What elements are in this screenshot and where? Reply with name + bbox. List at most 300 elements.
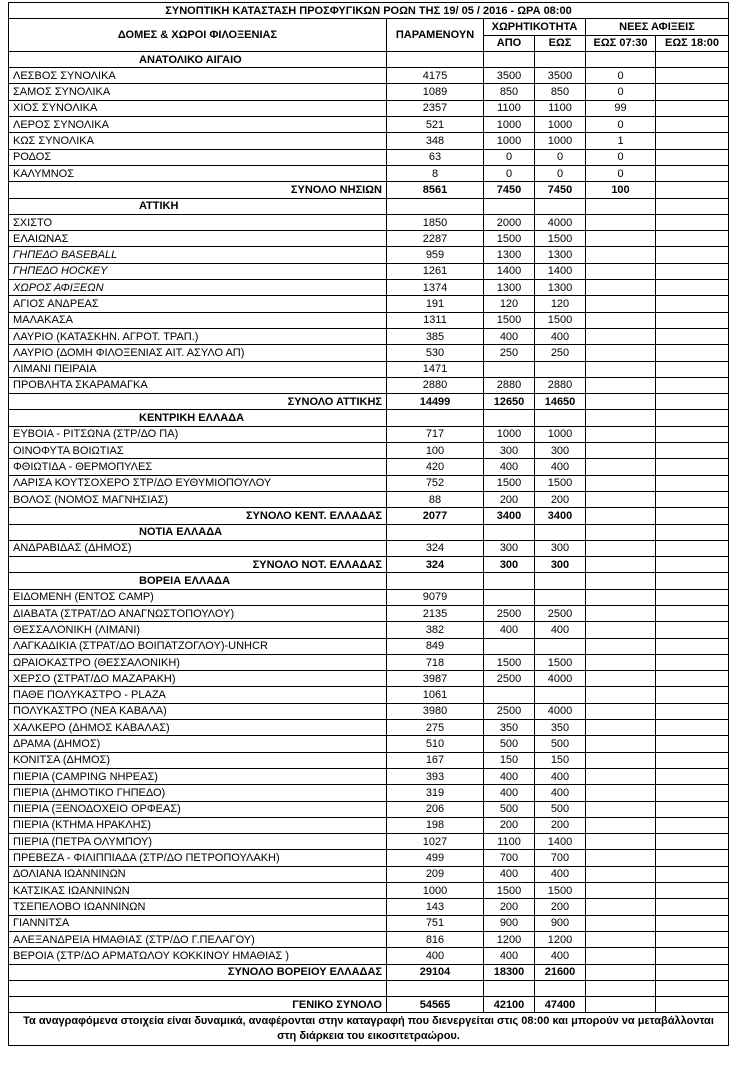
arrivals-1800-cell — [656, 459, 729, 475]
capacity-from-cell: 1000 — [484, 426, 535, 442]
arrivals-0730-cell — [586, 671, 656, 687]
remaining-cell: 2135 — [387, 605, 484, 621]
facility-name: ΠΙΕΡΙΑ (ΠΕΤΡΑ ΟΛΥΜΠΟΥ) — [9, 834, 387, 850]
table-row — [9, 931, 729, 947]
facility-name: ΑΛΕΞΑΝΔΡΕΙΑ ΗΜΑΘΙΑΣ (ΣΤΡ/ΔΟ Γ.ΠΕΛΑΓΟΥ) — [9, 931, 387, 947]
arrivals-1800-cell — [656, 899, 729, 915]
capacity-to-cell: 7450 — [535, 182, 586, 198]
empty-cell — [535, 573, 586, 589]
section-row — [9, 51, 729, 67]
capacity-to-cell: 3400 — [535, 508, 586, 524]
header-arrivals-1800: ΕΩΣ 18:00 — [656, 35, 729, 51]
capacity-from-cell: 0 — [484, 149, 535, 165]
table-row — [9, 280, 729, 296]
facility-name: ΔΟΛΙΑΝΑ ΙΩΑΝΝΙΝΩΝ — [9, 866, 387, 882]
capacity-from-cell: 42100 — [484, 997, 535, 1013]
footer-note: Τα αναγραφόμενα στοιχεία είναι δυναμικά, αναφέρονται στην καταγραφή που διενεργείται στις 08:00 και μπορούν να μεταβάλλονται στη διάρκεια του εικοσιτετραώρου. — [9, 1013, 729, 1046]
arrivals-0730-cell — [586, 328, 656, 344]
remaining-cell: 1850 — [387, 214, 484, 230]
capacity-to-cell: 850 — [535, 84, 586, 100]
table-row — [9, 834, 729, 850]
capacity-from-cell: 400 — [484, 785, 535, 801]
capacity-to-cell: 200 — [535, 817, 586, 833]
table-row — [9, 312, 729, 328]
remaining-cell: 400 — [387, 948, 484, 964]
facility-name: ΤΣΕΠΕΛΟΒΟ ΙΩΑΝΝΙΝΩΝ — [9, 899, 387, 915]
capacity-from-cell: 1100 — [484, 834, 535, 850]
table-row — [9, 68, 729, 84]
arrivals-0730-cell — [586, 801, 656, 817]
total-label: ΣΥΝΟΛΟ ΝΟΤ. ΕΛΛΑΔΑΣ — [9, 557, 387, 573]
capacity-to-cell — [535, 361, 586, 377]
facility-name: ΩΡΑΙΟΚΑΣΤΡΟ (ΘΕΣΣΑΛΟΝΙΚΗ) — [9, 654, 387, 670]
remaining-cell: 100 — [387, 443, 484, 459]
empty-cell — [484, 51, 535, 67]
capacity-from-cell: 1100 — [484, 100, 535, 116]
empty-cell — [586, 51, 656, 67]
blank-row — [9, 980, 729, 996]
table-row — [9, 883, 729, 899]
empty-cell — [535, 51, 586, 67]
capacity-from-cell: 300 — [484, 540, 535, 556]
table-row — [9, 345, 729, 361]
capacity-to-cell: 200 — [535, 899, 586, 915]
section-row — [9, 198, 729, 214]
header-capacity: ΧΩΡΗΤΙΚΟΤΗΤΑ — [484, 19, 586, 35]
table-row — [9, 84, 729, 100]
header-capacity-from: ΑΠΟ — [484, 35, 535, 51]
empty-cell — [656, 410, 729, 426]
facility-name: ΕΙΔΟΜΕΝΗ (ΕΝΤΟΣ CAMP) — [9, 589, 387, 605]
arrivals-1800-cell — [656, 68, 729, 84]
header-remaining: ΠΑΡΑΜΕΝΟΥΝ — [387, 19, 484, 52]
capacity-to-cell: 1000 — [535, 117, 586, 133]
arrivals-1800-cell — [656, 133, 729, 149]
facility-name: ΛΑΥΡΙΟ (ΔΟΜΗ ΦΙΛΟΞΕΝΙΑΣ ΑΙΤ. ΑΣΥΛΟ ΑΠ) — [9, 345, 387, 361]
capacity-from-cell: 18300 — [484, 964, 535, 980]
facility-name: ΡΟΔΟΣ — [9, 149, 387, 165]
empty-cell — [9, 980, 387, 996]
capacity-from-cell: 200 — [484, 491, 535, 507]
table-row — [9, 165, 729, 181]
capacity-from-cell: 7450 — [484, 182, 535, 198]
arrivals-1800-cell — [656, 638, 729, 654]
arrivals-0730-cell — [586, 687, 656, 703]
arrivals-1800-cell — [656, 931, 729, 947]
table-row — [9, 117, 729, 133]
table-row — [9, 149, 729, 165]
capacity-to-cell: 350 — [535, 720, 586, 736]
remaining-cell: 1061 — [387, 687, 484, 703]
capacity-from-cell: 1300 — [484, 280, 535, 296]
capacity-to-cell: 700 — [535, 850, 586, 866]
capacity-to-cell: 200 — [535, 491, 586, 507]
empty-cell — [656, 573, 729, 589]
arrivals-1800-cell — [656, 817, 729, 833]
section-row — [9, 410, 729, 426]
capacity-to-cell: 300 — [535, 443, 586, 459]
arrivals-1800-cell — [656, 540, 729, 556]
capacity-from-cell: 12650 — [484, 394, 535, 410]
remaining-cell: 499 — [387, 850, 484, 866]
remaining-cell: 54565 — [387, 997, 484, 1013]
capacity-from-cell: 1000 — [484, 133, 535, 149]
arrivals-1800-cell — [656, 280, 729, 296]
arrivals-0730-cell — [586, 540, 656, 556]
arrivals-0730-cell — [586, 654, 656, 670]
arrivals-0730-cell — [586, 622, 656, 638]
arrivals-0730-cell — [586, 605, 656, 621]
capacity-to-cell: 14650 — [535, 394, 586, 410]
remaining-cell: 382 — [387, 622, 484, 638]
remaining-cell: 751 — [387, 915, 484, 931]
remaining-cell: 8561 — [387, 182, 484, 198]
remaining-cell: 29104 — [387, 964, 484, 980]
table-row — [9, 768, 729, 784]
table-row — [9, 703, 729, 719]
facility-name: ΛΑΓΚΑΔΙΚΙΑ (ΣΤΡΑΤ/ΔΟ ΒΟΙΠΑΤΖΟΓΛΟΥ)-UNHCR — [9, 638, 387, 654]
remaining-cell: 717 — [387, 426, 484, 442]
capacity-from-cell: 300 — [484, 443, 535, 459]
capacity-from-cell: 250 — [484, 345, 535, 361]
arrivals-0730-cell — [586, 312, 656, 328]
capacity-to-cell: 400 — [535, 768, 586, 784]
section-title: ΑΤΤΙΚΗ — [9, 198, 387, 214]
remaining-cell: 530 — [387, 345, 484, 361]
capacity-from-cell: 150 — [484, 752, 535, 768]
capacity-from-cell: 200 — [484, 899, 535, 915]
capacity-from-cell: 1500 — [484, 883, 535, 899]
remaining-cell: 752 — [387, 475, 484, 491]
remaining-cell: 324 — [387, 540, 484, 556]
remaining-cell: 1027 — [387, 834, 484, 850]
capacity-from-cell — [484, 687, 535, 703]
facility-name: ΕΥΒΟΙΑ - ΡΙΤΣΩΝΑ (ΣΤΡ/ΔΟ ΠΑ) — [9, 426, 387, 442]
arrivals-1800-cell — [656, 557, 729, 573]
capacity-to-cell: 1100 — [535, 100, 586, 116]
remaining-cell: 275 — [387, 720, 484, 736]
facility-name: ΘΕΣΣΑΛΟΝΙΚΗ (ΛΙΜΑΝΙ) — [9, 622, 387, 638]
arrivals-0730-cell — [586, 263, 656, 279]
table-row — [9, 133, 729, 149]
capacity-from-cell: 2500 — [484, 703, 535, 719]
facility-name: ΚΟΝΙΤΣΑ (ΔΗΜΟΣ) — [9, 752, 387, 768]
capacity-to-cell: 1300 — [535, 247, 586, 263]
arrivals-1800-cell — [656, 182, 729, 198]
facility-name: ΠΙΕΡΙΑ (ΞΕΝΟΔΟΧΕΙΟ ΟΡΦΕΑΣ) — [9, 801, 387, 817]
empty-cell — [586, 198, 656, 214]
table-row — [9, 475, 729, 491]
arrivals-1800-cell — [656, 377, 729, 393]
capacity-from-cell: 400 — [484, 459, 535, 475]
capacity-to-cell: 300 — [535, 540, 586, 556]
arrivals-1800-cell — [656, 231, 729, 247]
facility-name: ΛΑΡΙΣΑ ΚΟΥΤΣΟΧΕΡΟ ΣΤΡ/ΔΟ ΕΥΘΥΜΙΟΠΟΥΛΟΥ — [9, 475, 387, 491]
arrivals-1800-cell — [656, 801, 729, 817]
arrivals-0730-cell — [586, 997, 656, 1013]
capacity-from-cell: 1500 — [484, 475, 535, 491]
table-row — [9, 361, 729, 377]
empty-cell — [656, 524, 729, 540]
table-row — [9, 247, 729, 263]
remaining-cell: 191 — [387, 296, 484, 312]
capacity-to-cell: 4000 — [535, 703, 586, 719]
table-row — [9, 817, 729, 833]
remaining-cell: 206 — [387, 801, 484, 817]
remaining-cell: 3980 — [387, 703, 484, 719]
table-row — [9, 443, 729, 459]
arrivals-0730-cell — [586, 394, 656, 410]
table-row — [9, 671, 729, 687]
arrivals-1800-cell — [656, 426, 729, 442]
table-row — [9, 328, 729, 344]
capacity-to-cell: 1500 — [535, 654, 586, 670]
capacity-to-cell: 120 — [535, 296, 586, 312]
table-row — [9, 948, 729, 964]
capacity-from-cell: 2500 — [484, 605, 535, 621]
arrivals-1800-cell — [656, 117, 729, 133]
section-title: ΚΕΝΤΡΙΚΗ ΕΛΛΑΔΑ — [9, 410, 387, 426]
arrivals-1800-cell — [656, 491, 729, 507]
arrivals-1800-cell — [656, 671, 729, 687]
capacity-to-cell: 400 — [535, 328, 586, 344]
total-label: ΓΕΝΙΚΟ ΣΥΝΟΛΟ — [9, 997, 387, 1013]
footer-row — [9, 1013, 729, 1046]
facility-name: ΠΡΟΒΛΗΤΑ ΣΚΑΡΑΜΑΓΚΑ — [9, 377, 387, 393]
total-label: ΣΥΝΟΛΟ ΝΗΣΙΩΝ — [9, 182, 387, 198]
empty-cell — [484, 524, 535, 540]
remaining-cell: 2077 — [387, 508, 484, 524]
facility-name: ΔΙΑΒΑΤΑ (ΣΤΡΑΤ/ΔΟ ΑΝΑΓΝΩΣΤΟΠΟΥΛΟΥ) — [9, 605, 387, 621]
capacity-from-cell: 2500 — [484, 671, 535, 687]
title-row — [9, 3, 729, 19]
facility-name: ΛΑΥΡΙΟ (ΚΑΤΑΣΚΗΝ. ΑΓΡΟΤ. ΤΡΑΠ.) — [9, 328, 387, 344]
arrivals-0730-cell — [586, 280, 656, 296]
facility-name: ΣΑΜΟΣ ΣΥΝΟΛΙΚΑ — [9, 84, 387, 100]
facility-name: ΕΛΑΙΩΝΑΣ — [9, 231, 387, 247]
remaining-cell: 849 — [387, 638, 484, 654]
arrivals-1800-cell — [656, 263, 729, 279]
arrivals-1800-cell — [656, 834, 729, 850]
table-row — [9, 231, 729, 247]
remaining-cell: 1000 — [387, 883, 484, 899]
total-row — [9, 508, 729, 524]
arrivals-1800-cell — [656, 214, 729, 230]
arrivals-1800-cell — [656, 312, 729, 328]
facility-name: ΔΡΑΜΑ (ΔΗΜΟΣ) — [9, 736, 387, 752]
arrivals-0730-cell — [586, 443, 656, 459]
remaining-cell: 2287 — [387, 231, 484, 247]
total-row — [9, 997, 729, 1013]
capacity-from-cell: 400 — [484, 866, 535, 882]
facility-name: ΠΟΛΥΚΑΣΤΡΟ (ΝΕΑ ΚΑΒΑΛΑ) — [9, 703, 387, 719]
total-row — [9, 394, 729, 410]
empty-cell — [387, 410, 484, 426]
table-row — [9, 785, 729, 801]
remaining-cell: 348 — [387, 133, 484, 149]
remaining-cell: 143 — [387, 899, 484, 915]
capacity-from-cell: 850 — [484, 84, 535, 100]
facility-name: ΑΝΔΡΑΒΙΔΑΣ (ΔΗΜΟΣ) — [9, 540, 387, 556]
arrivals-0730-cell: 0 — [586, 117, 656, 133]
arrivals-0730-cell — [586, 231, 656, 247]
capacity-to-cell: 2500 — [535, 605, 586, 621]
arrivals-0730-cell — [586, 931, 656, 947]
empty-cell — [656, 51, 729, 67]
capacity-to-cell: 400 — [535, 622, 586, 638]
facility-name: ΛΕΡΟΣ ΣΥΝΟΛΙΚΑ — [9, 117, 387, 133]
remaining-cell: 167 — [387, 752, 484, 768]
remaining-cell: 324 — [387, 557, 484, 573]
remaining-cell: 9079 — [387, 589, 484, 605]
total-label: ΣΥΝΟΛΟ ΚΕΝΤ. ΕΛΛΑΔΑΣ — [9, 508, 387, 524]
remaining-cell: 88 — [387, 491, 484, 507]
arrivals-0730-cell — [586, 508, 656, 524]
facility-name: ΧΙΟΣ ΣΥΝΟΛΙΚΑ — [9, 100, 387, 116]
table-row — [9, 915, 729, 931]
arrivals-0730-cell — [586, 557, 656, 573]
arrivals-0730-cell — [586, 752, 656, 768]
arrivals-1800-cell — [656, 883, 729, 899]
table-row — [9, 850, 729, 866]
capacity-to-cell: 2880 — [535, 377, 586, 393]
remaining-cell: 2880 — [387, 377, 484, 393]
capacity-from-cell: 0 — [484, 165, 535, 181]
arrivals-1800-cell — [656, 605, 729, 621]
header-arrivals-0730: ΕΩΣ 07:30 — [586, 35, 656, 51]
empty-cell — [484, 410, 535, 426]
total-row — [9, 557, 729, 573]
empty-cell — [535, 198, 586, 214]
capacity-to-cell — [535, 589, 586, 605]
arrivals-1800-cell — [656, 703, 729, 719]
remaining-cell: 420 — [387, 459, 484, 475]
capacity-to-cell: 0 — [535, 149, 586, 165]
facility-name: ΠΡΕΒΕΖΑ - ΦΙΛΙΠΠΙΑΔΑ (ΣΤΡ/ΔΟ ΠΕΤΡΟΠΟΥΛΑΚΗ) — [9, 850, 387, 866]
remaining-cell: 8 — [387, 165, 484, 181]
total-row — [9, 964, 729, 980]
arrivals-1800-cell — [656, 964, 729, 980]
empty-cell — [484, 573, 535, 589]
table-row — [9, 491, 729, 507]
facility-name: ΓΗΠΕΔΟ BASEBALL — [9, 247, 387, 263]
table-row — [9, 736, 729, 752]
capacity-to-cell — [535, 687, 586, 703]
arrivals-0730-cell — [586, 296, 656, 312]
arrivals-0730-cell — [586, 703, 656, 719]
capacity-to-cell: 3500 — [535, 68, 586, 84]
capacity-from-cell: 120 — [484, 296, 535, 312]
table-row — [9, 540, 729, 556]
facility-name: ΦΘΙΩΤΙΔΑ - ΘΕΡΜΟΠΥΛΕΣ — [9, 459, 387, 475]
table-row — [9, 426, 729, 442]
facility-name: ΠΙΕΡΙΑ (ΚΤΗΜΑ ΗΡΑΚΛΗΣ) — [9, 817, 387, 833]
capacity-to-cell: 1000 — [535, 133, 586, 149]
capacity-to-cell: 1500 — [535, 475, 586, 491]
arrivals-1800-cell — [656, 149, 729, 165]
remaining-cell: 959 — [387, 247, 484, 263]
remaining-cell: 14499 — [387, 394, 484, 410]
empty-cell — [484, 980, 535, 996]
remaining-cell: 1311 — [387, 312, 484, 328]
capacity-from-cell: 1300 — [484, 247, 535, 263]
arrivals-0730-cell — [586, 964, 656, 980]
empty-cell — [387, 980, 484, 996]
remaining-cell: 209 — [387, 866, 484, 882]
empty-cell — [535, 410, 586, 426]
facility-name: ΛΙΜΑΝΙ ΠΕΙΡΑΙΑ — [9, 361, 387, 377]
arrivals-0730-cell — [586, 214, 656, 230]
arrivals-0730-cell — [586, 834, 656, 850]
capacity-to-cell: 400 — [535, 866, 586, 882]
header-new-arrivals: ΝΕΕΣ ΑΦΙΞΕΙΣ — [586, 19, 729, 35]
capacity-from-cell: 700 — [484, 850, 535, 866]
arrivals-1800-cell — [656, 165, 729, 181]
table-row — [9, 263, 729, 279]
capacity-from-cell: 200 — [484, 817, 535, 833]
capacity-to-cell — [535, 638, 586, 654]
arrivals-1800-cell — [656, 443, 729, 459]
remaining-cell: 385 — [387, 328, 484, 344]
capacity-from-cell: 1400 — [484, 263, 535, 279]
capacity-to-cell: 400 — [535, 459, 586, 475]
capacity-from-cell: 350 — [484, 720, 535, 736]
facility-name: ΜΑΛΑΚΑΣΑ — [9, 312, 387, 328]
capacity-from-cell: 300 — [484, 557, 535, 573]
page-title: ΣΥΝΟΠΤΙΚΗ ΚΑΤΑΣΤΑΣΗ ΠΡΟΣΦΥΓΙΚΩΝ ΡΟΩΝ ΤΗΣ 19/ 05 / 2016 - ΩΡΑ 08:00 — [9, 3, 729, 19]
facility-name: ΚΑΛΥΜΝΟΣ — [9, 165, 387, 181]
empty-cell — [387, 573, 484, 589]
arrivals-1800-cell — [656, 850, 729, 866]
arrivals-1800-cell — [656, 475, 729, 491]
capacity-from-cell — [484, 638, 535, 654]
arrivals-0730-cell: 0 — [586, 165, 656, 181]
arrivals-1800-cell — [656, 589, 729, 605]
capacity-from-cell: 400 — [484, 328, 535, 344]
capacity-from-cell — [484, 589, 535, 605]
arrivals-0730-cell — [586, 426, 656, 442]
arrivals-1800-cell — [656, 328, 729, 344]
empty-cell — [586, 980, 656, 996]
arrivals-1800-cell — [656, 247, 729, 263]
arrivals-1800-cell — [656, 100, 729, 116]
arrivals-1800-cell — [656, 736, 729, 752]
table-row — [9, 866, 729, 882]
capacity-to-cell: 1400 — [535, 263, 586, 279]
remaining-cell: 718 — [387, 654, 484, 670]
capacity-to-cell: 400 — [535, 785, 586, 801]
capacity-to-cell: 1000 — [535, 426, 586, 442]
table-row — [9, 801, 729, 817]
capacity-from-cell: 400 — [484, 768, 535, 784]
remaining-cell: 63 — [387, 149, 484, 165]
capacity-to-cell: 500 — [535, 801, 586, 817]
arrivals-0730-cell — [586, 948, 656, 964]
arrivals-0730-cell — [586, 638, 656, 654]
empty-cell — [586, 573, 656, 589]
table-row — [9, 589, 729, 605]
arrivals-0730-cell — [586, 817, 656, 833]
empty-cell — [656, 980, 729, 996]
capacity-from-cell: 1200 — [484, 931, 535, 947]
remaining-cell: 1089 — [387, 84, 484, 100]
arrivals-1800-cell — [656, 997, 729, 1013]
section-title: ΝΟΤΙΑ ΕΛΛΑΔΑ — [9, 524, 387, 540]
arrivals-0730-cell — [586, 491, 656, 507]
capacity-from-cell: 2000 — [484, 214, 535, 230]
remaining-cell: 4175 — [387, 68, 484, 84]
arrivals-1800-cell — [656, 508, 729, 524]
